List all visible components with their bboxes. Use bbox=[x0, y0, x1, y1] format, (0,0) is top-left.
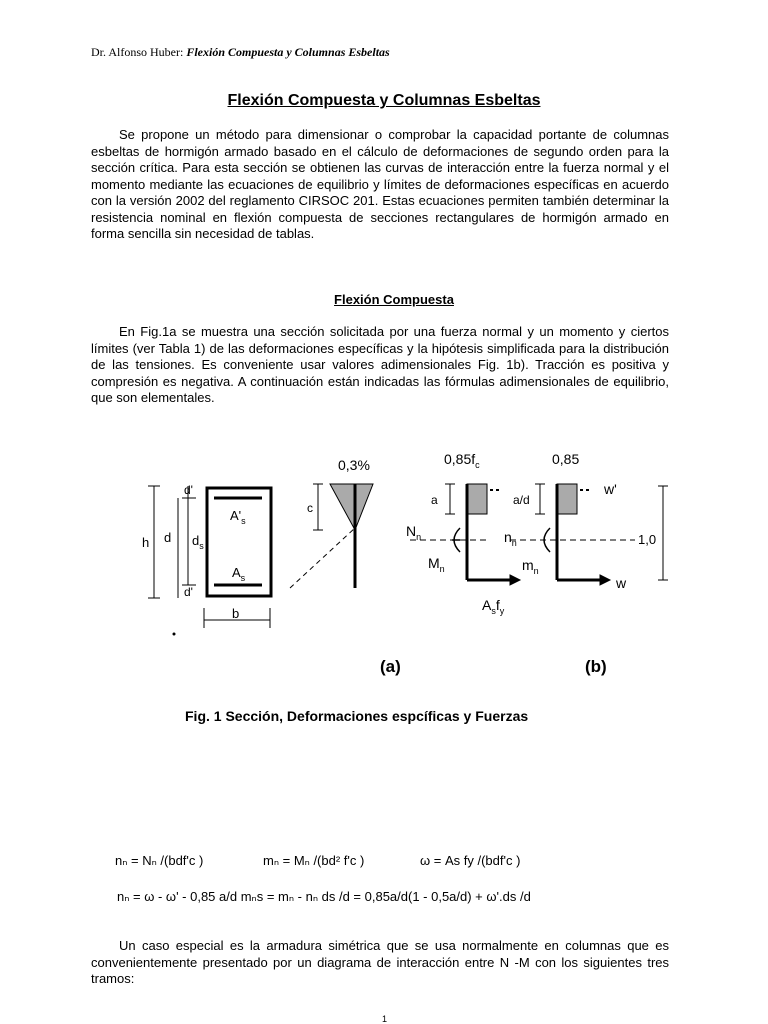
label-ds: $d_s$ bbox=[192, 533, 204, 551]
label-nn: $n_n$ bbox=[504, 529, 517, 548]
label-one: 1,0 bbox=[638, 532, 657, 547]
section-paragraph: En Fig.1a se muestra una sección solicitada por una fuerza normal y un momento y ciertos límites (ver Tabla 1) de las deformaciones específicas y la hipótesis simplificada para la distribución de las tensiones. Es conveniente usar valores adimensionales Fig. 1b). Tracción es positiva y compresión es negativa. A continuación están indicadas las fórmulas adimensionales de equilibrio, que son elementales. bbox=[91, 324, 669, 405]
label-w: w bbox=[616, 575, 627, 591]
label-Asfy: $A_sf_y$ bbox=[482, 597, 505, 616]
label-a: a bbox=[431, 493, 438, 507]
label-stress-a: $0,85f_c$ bbox=[444, 451, 480, 470]
figure-caption: Fig. 1 Sección, Deformaciones espcíficas y Fuerzas bbox=[185, 708, 529, 724]
equation-2: mₙ = Mₙ /(bd² f'c ) bbox=[263, 853, 365, 868]
header-title: Flexión Compuesta y Columnas Esbeltas bbox=[186, 45, 390, 59]
label-As: $A_s$ bbox=[232, 565, 246, 583]
label-c: c bbox=[307, 501, 313, 515]
section-heading: Flexión Compuesta bbox=[334, 292, 454, 307]
label-ad: a/d bbox=[513, 493, 530, 507]
label-dprime-top: d' bbox=[184, 483, 193, 497]
label-Mn: $M_n$ bbox=[428, 555, 445, 574]
header-author: Dr. Alfonso Huber: bbox=[91, 45, 184, 59]
document-title: Flexión Compuesta y Columnas Esbeltas bbox=[227, 92, 541, 109]
label-h: h bbox=[142, 535, 150, 550]
page-number: 1 bbox=[382, 1014, 388, 1024]
strain-diagram bbox=[290, 484, 373, 588]
running-header bbox=[91, 45, 390, 60]
equation-3: ω = As fy /(bdf'c ) bbox=[420, 853, 521, 868]
label-part-a: (a) bbox=[380, 657, 401, 676]
label-Nn: $N_n$ bbox=[406, 523, 422, 542]
label-part-b: (b) bbox=[585, 657, 607, 676]
label-strain: 0,3% bbox=[338, 457, 370, 473]
label-dprime-bottom: d' bbox=[184, 585, 193, 599]
cross-section bbox=[148, 486, 271, 628]
label-As-top: $A'_s$ bbox=[230, 508, 246, 526]
equation-4: nₙ = ω - ω' - 0,85 a/d mₙs = mₙ - nₙ ds /d = 0,85a/d(1 - 0,5a/d) + ω'.ds /d bbox=[117, 889, 531, 904]
intro-paragraph: Se propone un método para dimensionar o comprobar la capacidad portante de columnas esbeltas de hormigón armado basado en el cálculo de deformaciones de segundo orden para la sección crítica. Para esta sección se obtienen las curvas de interacción entre la fuerza normal y el momento mediante las ecuaciones de equilibrio y límites de deformaciones específicas en acuerdo con la versión 2002 del reglamento CIRSOC 201. Estas ecuaciones permiten también determinar la resistencia nominal en flexión compuesta de secciones rectangulares de hormigón armado en forma sencilla sin necesidad de tablas. bbox=[91, 127, 669, 241]
closing-paragraph: Un caso especial es la armadura simétrica que se usa normalmente en columnas que es convenientemente presentado por un diagrama de interacción entre N -M con los siguientes tres tramos: bbox=[91, 938, 669, 986]
label-wprime: w' bbox=[604, 481, 617, 497]
equation-1: nₙ = Nₙ /(bdf'c ) bbox=[115, 853, 204, 868]
label-mn: $m_n$ bbox=[522, 557, 539, 576]
label-d: d bbox=[164, 530, 172, 545]
label-stress-b: 0,85 bbox=[552, 451, 580, 467]
label-b: b bbox=[232, 606, 240, 621]
figure-1 bbox=[130, 440, 690, 730]
